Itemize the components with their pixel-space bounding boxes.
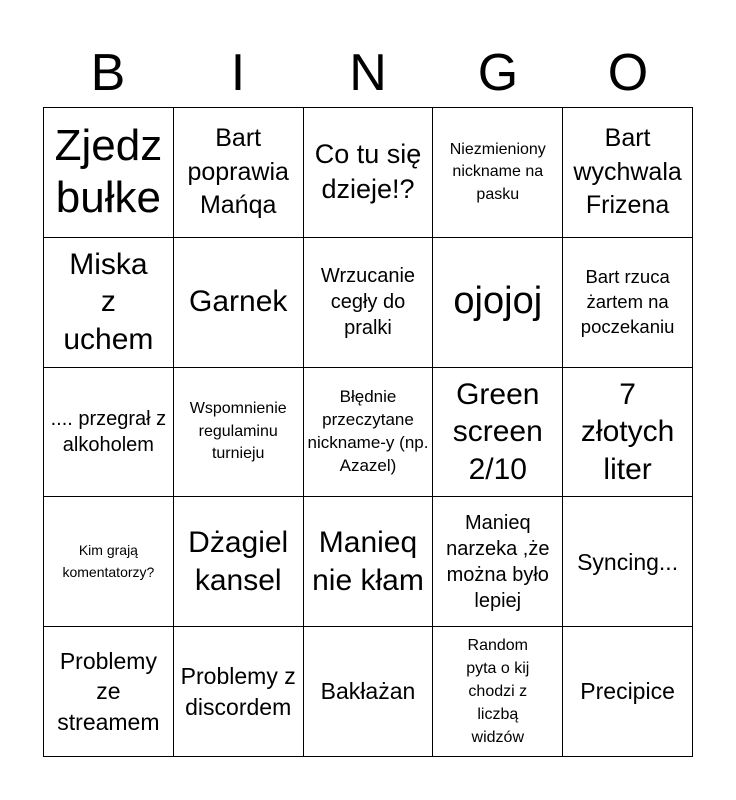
bingo-cell-r1c5[interactable] (563, 108, 693, 238)
header-letter-o: O (607, 44, 649, 102)
cell-text: Co tu się dzieje!? (314, 139, 422, 205)
cell-text: Manieq nie kłam (312, 526, 424, 597)
bingo-cell-r1c2[interactable] (174, 108, 304, 238)
cell-text: Problemy ze streamem (57, 648, 160, 735)
cell-text: Kim grają komentatorzy? (62, 542, 155, 580)
cell-text: ojojoj (453, 280, 543, 323)
cell-text: 7 złotych liter (580, 377, 675, 486)
bingo-cell-r4c2[interactable] (174, 497, 304, 627)
bingo-cell-r1c4[interactable] (433, 108, 563, 238)
bingo-cell-r4c3[interactable] (304, 497, 434, 627)
bingo-cell-r5c5[interactable] (563, 627, 693, 757)
bingo-cell-r1c3[interactable] (304, 108, 434, 238)
bingo-cell-r4c1[interactable] (44, 497, 174, 627)
bingo-cell-r2c3[interactable] (304, 238, 434, 368)
cell-text: Garnek (189, 285, 288, 319)
header-letter-n: N (349, 44, 387, 102)
cell-text: Niezmieniony nickname na pasku (449, 140, 546, 203)
header-letter-b: B (90, 44, 126, 102)
cell-text: Zjedz bułke (54, 120, 163, 223)
cell-text: Wspomnienie regulaminu turnieju (189, 400, 287, 463)
bingo-header (43, 40, 693, 106)
bingo-cell-r3c2[interactable] (174, 368, 304, 498)
cell-text: Random pyta o kij chodzi z liczbą widzów (466, 636, 530, 747)
bingo-board (43, 107, 693, 757)
bingo-cell-r5c3[interactable] (304, 627, 434, 757)
cell-text: Wrzucanie cegły do pralki (320, 265, 416, 340)
cell-text: Precipice (580, 678, 675, 705)
cell-text: Bart wychwala Frizena (573, 123, 682, 220)
bingo-cell-r3c1[interactable] (44, 368, 174, 498)
cell-text: Green screen 2/10 (452, 377, 543, 486)
bingo-cell-r2c2[interactable] (174, 238, 304, 368)
bingo-cell-r1c1[interactable] (44, 108, 174, 238)
bingo-cell-r3c5[interactable] (563, 368, 693, 498)
cell-text: Bart poprawia Mańqa (187, 123, 289, 220)
bingo-cell-r2c4[interactable] (433, 238, 563, 368)
cell-text: Dżagiel kansel (188, 526, 289, 597)
cell-text: .... przegrał z alkoholem (50, 407, 167, 456)
cell-text: Syncing... (577, 548, 679, 575)
header-letter-i: I (230, 44, 246, 102)
cell-text: Manieq narzeka ,że można było lepiej (446, 511, 550, 612)
bingo-cell-r5c1[interactable] (44, 627, 174, 757)
bingo-cell-r3c4[interactable] (433, 368, 563, 498)
cell-text: Problemy z discordem (180, 663, 296, 720)
bingo-cell-r2c1[interactable] (44, 238, 174, 368)
cell-text: Błędnie przeczytane nickname-y (np. Azazel) (307, 387, 429, 475)
bingo-cell-r5c4[interactable] (433, 627, 563, 757)
cell-text: Miska z uchem (63, 247, 154, 356)
cell-text: Bakłażan (320, 678, 416, 705)
bingo-cell-r5c2[interactable] (174, 627, 304, 757)
bingo-cell-r4c5[interactable] (563, 497, 693, 627)
bingo-cell-r3c3[interactable] (304, 368, 434, 498)
bingo-cell-r4c4[interactable] (433, 497, 563, 627)
cell-text: Bart rzuca żartem na poczekaniu (580, 265, 675, 337)
header-letter-g: G (477, 44, 519, 102)
bingo-cell-r2c5[interactable] (563, 238, 693, 368)
